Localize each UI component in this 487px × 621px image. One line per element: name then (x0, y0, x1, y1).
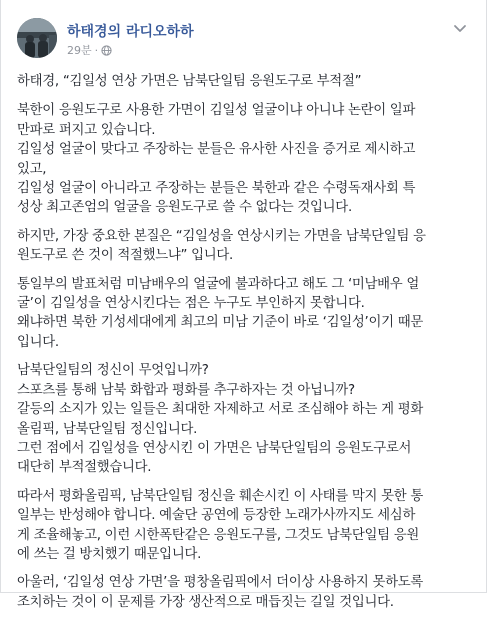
post-meta (67, 43, 112, 57)
post-body (17, 72, 475, 621)
post-header (1, 0, 487, 66)
globe-icon[interactable] (101, 45, 112, 56)
post-paragraph: 북한이 응원도구로 사용한 가면이 김일성 얼굴이냐 아니냐 논란이 일파 만파로 퍼지고 있습니다. 김일성 얼굴이 맞다고 주장하는 분들은 유사한 사진을 증거로 제시하고 있고, 김일성 얼굴이 아니라고 주장하는 분들은 북한과 같은 수령독재사회 특 성상 최고존엄의 얼굴을 응원도구로 쓸 수 없다는 것입니다. (17, 103, 416, 216)
avatar-photo-icon (17, 18, 57, 58)
page-avatar[interactable] (17, 18, 57, 58)
post-paragraph: 따라서 평화올림픽, 남북단일팀 정신을 훼손시킨 이 사태를 막지 못한 통 일부는 반성해야 합니다. 예술단 공연에 등장한 노래가사까지도 세심하 게 조율해놓고, 이런 시한폭탄같은 응원도구를, 그것도 남북단일팀 응원 에 쓰는 걸 방치했기 때문입니다. (17, 488, 423, 562)
post-title: 하태경, “김일성 연상 가면은 남북단일팀 응원도구로 부적절” (17, 74, 362, 89)
post-paragraph: 아울러, ‘김일성 연상 가면’을 평창올림픽에서 더이상 사용하지 못하도록 조치하는 것이 이 문제를 가장 생산적으로 매듭짓는 길일 것입니다. (17, 575, 423, 610)
meta-separator: · (94, 43, 99, 57)
post-paragraph: 하지만, 가장 중요한 본질은 “김일성을 연상시키는 가면을 남북단일팀 응 원도구로 쓴 것이 적절했느냐” 입니다. (17, 228, 426, 264)
post-paragraph: 남북단일팀의 정신이 무엇입니까? 스포츠를 통해 남북 화합과 평화를 추구하자는 것 아닙니까? 갈등의 소지가 있는 일들은 최대한 자제하고 서로 조심해야 하는 게 평화 올림픽, 남북단일팀 정신입니다. 그런 점에서 김일성을 연상시킨 이 가면은 남북단일팀의 응원도구로서 대단히 부적절했습니다. (17, 363, 423, 476)
page-name-link[interactable]: 하태경의 라디오하하 (67, 24, 194, 40)
post-time[interactable]: 29분 (67, 44, 92, 57)
post-paragraph: 통일부의 발표처럼 미남배우의 얼굴에 불과하다고 해도 그 ‘미남배우 얼 굴’이 김일성을 연상시킨다는 점은 누구도 부인하지 못합니다. 왜냐하면 북한 기성세대에게 최고의 미남 기준이 바로 ‘김일성’이기 때문 입니다. (17, 276, 423, 350)
chevron-down-icon[interactable] (450, 22, 470, 36)
